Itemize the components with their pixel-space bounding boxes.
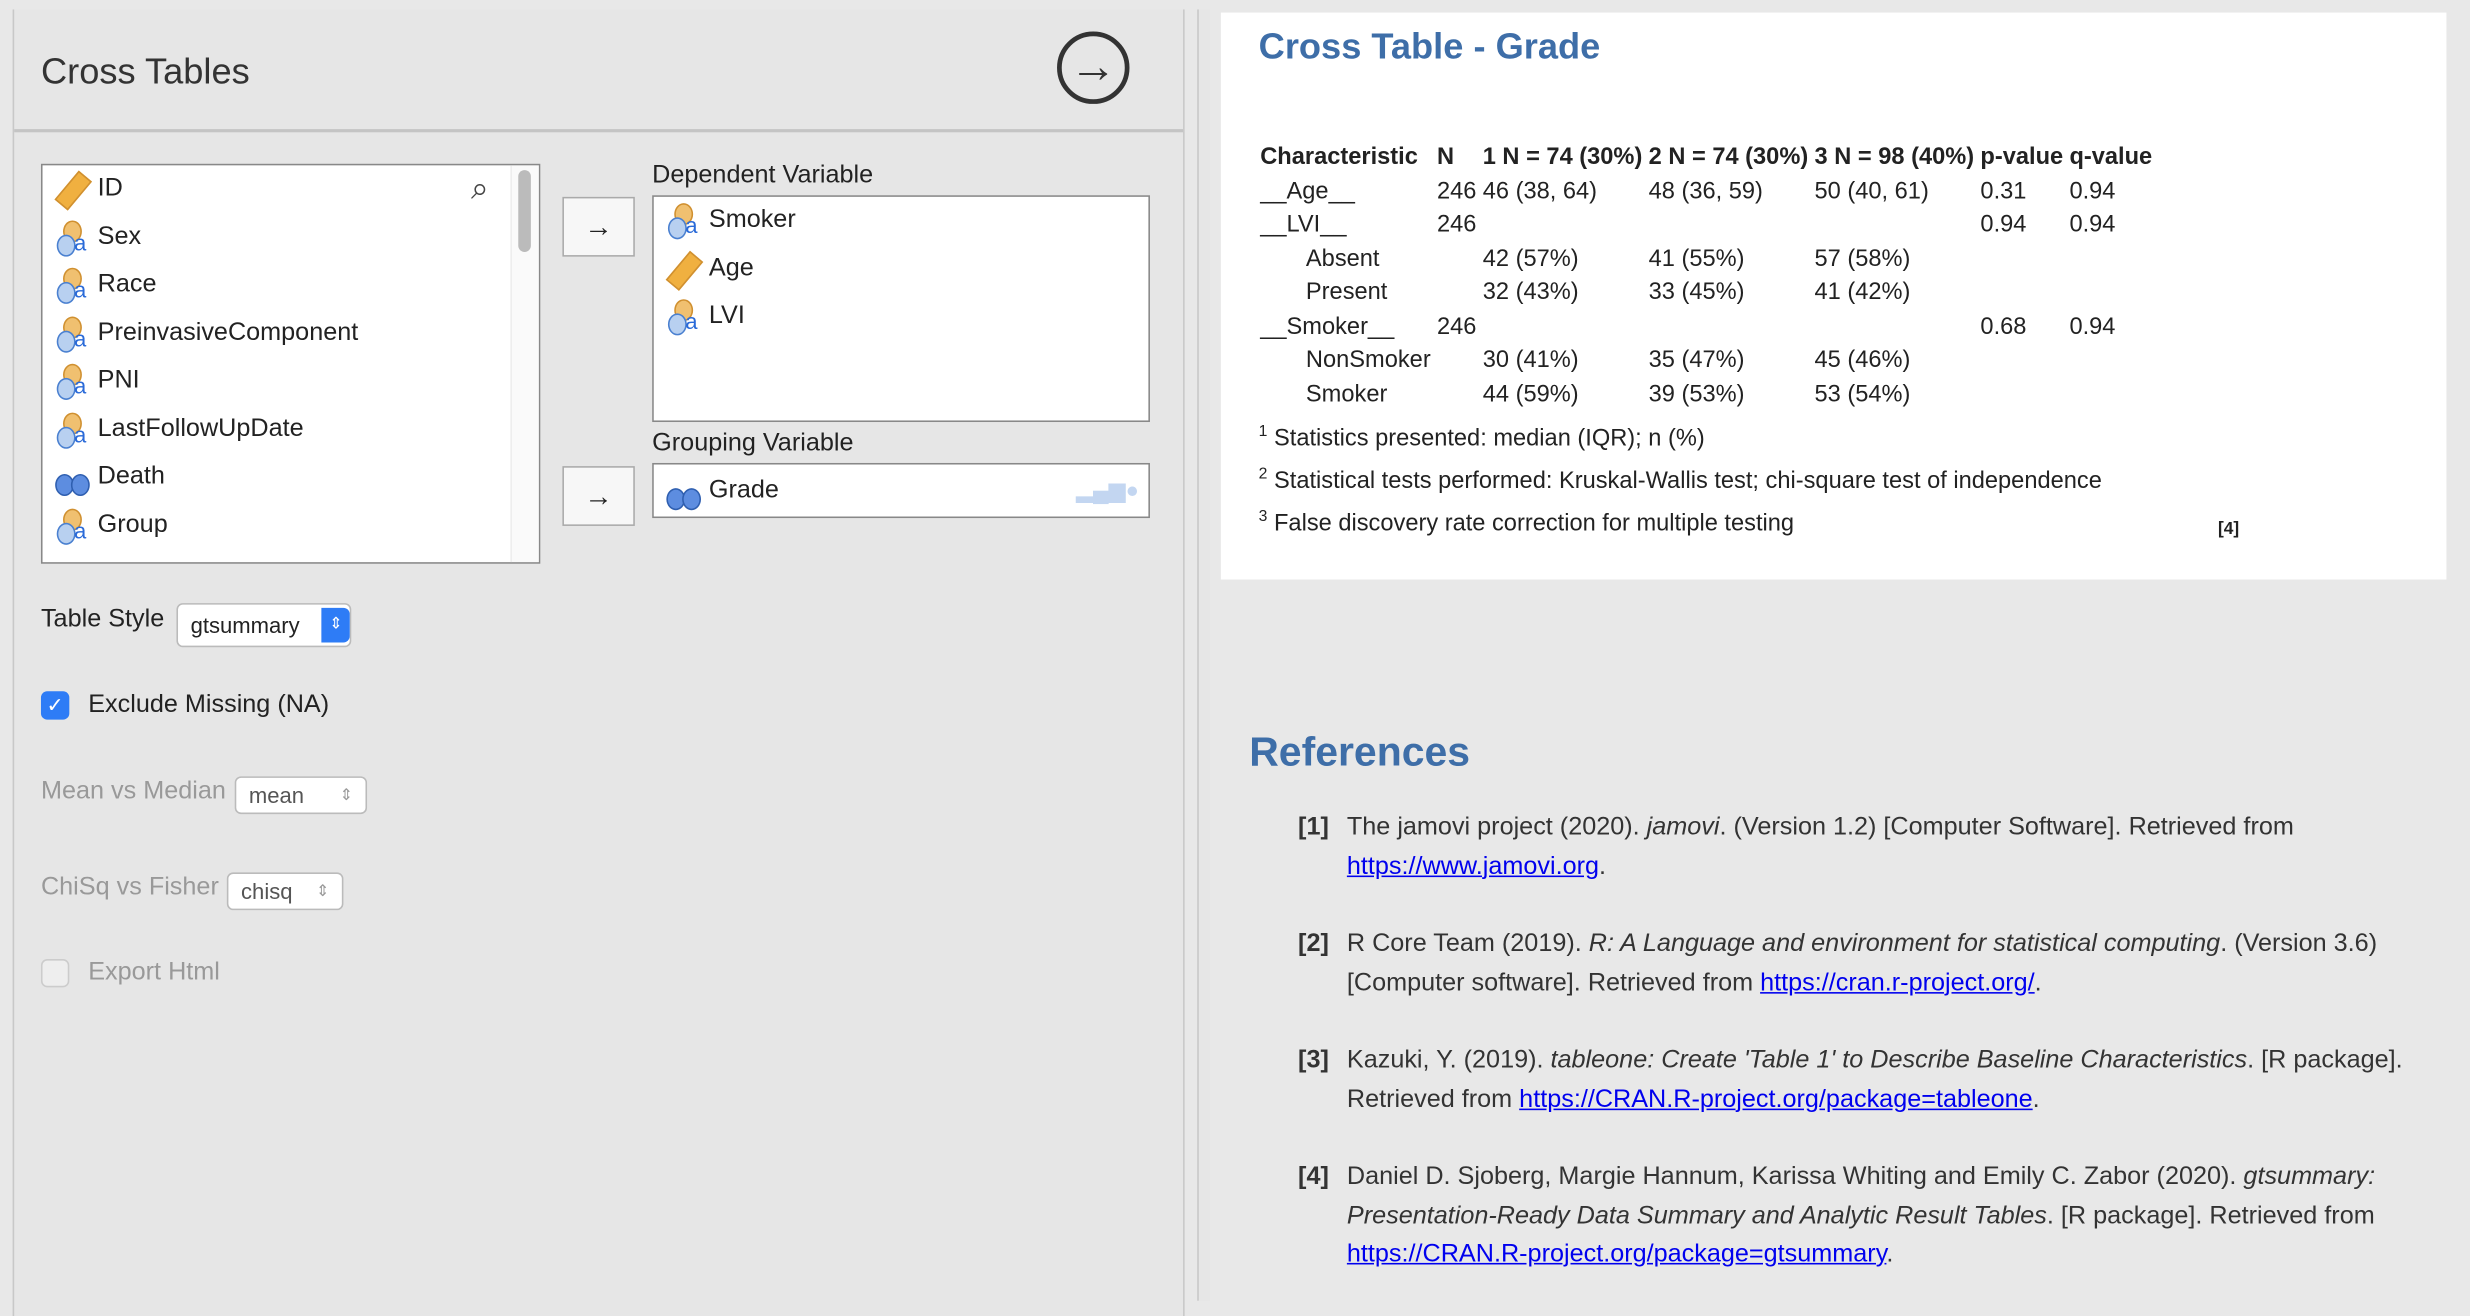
table-cell: Smoker <box>1305 380 1388 408</box>
table-cell: 35 (47%) <box>1648 346 1745 374</box>
exclude-missing-label: Exclude Missing (NA) <box>88 691 330 719</box>
references-title: References <box>1249 727 1471 775</box>
table-cell <box>1815 208 1981 242</box>
variable-name: Race <box>97 271 157 299</box>
reference-text: The jamovi project (2020). <box>1346 814 1647 841</box>
variable-item[interactable] <box>654 293 1149 341</box>
results-title: Cross Table - Grade <box>1258 25 1601 67</box>
table-cell: Present <box>1305 279 1388 306</box>
reference-number: [4] <box>1298 1163 1329 1191</box>
reference-title: gtsummary: Presentation-Ready Data Summary and Analytic Result Tables <box>1346 1163 2376 1230</box>
variable-name: Smoker <box>708 206 796 234</box>
footnote <box>1259 457 2102 500</box>
reference-text: . (Version 3.6) [Computer software]. Retrieved from <box>1346 930 2378 996</box>
table-cell: 41 (42%) <box>1814 279 1911 306</box>
variable-item[interactable] <box>43 261 539 309</box>
search-icon[interactable]: ⌕ <box>471 171 489 207</box>
reference-link[interactable]: https://CRAN.R-project.org/package=gtsummary <box>1346 1240 1887 1268</box>
options-panel <box>13 9 1185 1316</box>
table-cell <box>2069 242 2158 276</box>
variable-name: Death <box>97 463 165 491</box>
table-cell <box>1980 276 2069 310</box>
variable-name: Group <box>97 511 168 539</box>
reference-text: Daniel D. Sjoberg, Margie Hannum, Karissa Whiting and Emily C. Zabor (2020). <box>1346 1163 2244 1191</box>
chisq-label: ChiSq vs Fisher <box>40 873 219 901</box>
table-cell: __Age__ <box>1260 177 1355 205</box>
table-cell <box>1815 309 1981 343</box>
chevron-updown-icon: ⇕ <box>316 882 330 900</box>
table-cell: 57 (58%) <box>1814 245 1911 273</box>
nominal-icon: a <box>666 204 701 239</box>
scrollbar[interactable] <box>510 165 540 562</box>
citation-ref[interactable]: [4] <box>2218 519 2240 539</box>
ordinal-icon <box>666 473 701 508</box>
table-row <box>1260 309 2158 343</box>
nominal-icon: a <box>55 364 90 399</box>
variable-name: PNI <box>97 367 140 395</box>
table-cell: 41 (55%) <box>1648 245 1745 273</box>
move-to-grouping-button[interactable]: → <box>562 466 634 526</box>
table-row <box>1260 174 2158 208</box>
table-cell: 46 (38, 64) <box>1482 177 1598 205</box>
table-cell <box>1437 242 1483 276</box>
reference-number: [3] <box>1298 1047 1329 1074</box>
reference-title: tableone: Create 'Table 1' to Describe Baseline Characteristics <box>1550 1047 2248 1074</box>
move-to-dependent-button[interactable]: → <box>562 197 634 257</box>
column-header: 3 N = 98 (40%) <box>1814 143 1975 171</box>
reference-end: . <box>1599 852 1607 880</box>
chisq-value: chisq <box>241 878 293 904</box>
reference-title: jamovi <box>1646 814 1720 841</box>
table-cell: __Smoker__ <box>1260 312 1395 340</box>
table-row <box>1260 276 2158 310</box>
table-cell: 44 (59%) <box>1482 380 1579 408</box>
table-cell <box>1437 343 1483 377</box>
table-style-select[interactable] <box>176 603 351 647</box>
table-cell: 246 <box>1436 211 1477 239</box>
variable-list[interactable] <box>41 164 540 564</box>
run-arrow-button[interactable]: → <box>1057 31 1129 103</box>
table-cell: 50 (40, 61) <box>1814 177 1929 205</box>
column-header: Characteristic <box>1260 143 1418 171</box>
table-cell: 42 (57%) <box>1482 245 1579 273</box>
reference-text: . [R package]. Retrieved from <box>2046 1202 2375 1230</box>
ordinal-icon <box>55 460 90 495</box>
table-cell: 0.94 <box>2069 177 2116 205</box>
table-cell <box>1980 242 2069 276</box>
reference-text: R Core Team (2019). <box>1346 930 1589 958</box>
table-row <box>1260 208 2158 242</box>
export-html-label: Export Html <box>88 958 220 986</box>
footnote-number: 1 <box>1258 423 1268 441</box>
table-cell: __LVI__ <box>1260 211 1347 239</box>
footnote <box>1259 414 2102 457</box>
grouping-variable-box[interactable] <box>652 463 1150 518</box>
reference-link[interactable]: https://CRAN.R-project.org/package=tableone <box>1519 1085 2033 1113</box>
table-cell <box>1980 343 2069 377</box>
variable-name: ID <box>97 175 123 202</box>
table-cell <box>1980 377 2069 411</box>
dependent-variable-box[interactable] <box>652 195 1150 422</box>
reference-link[interactable]: https://cran.r-project.org/ <box>1760 969 2035 996</box>
grouping-label: Grouping Variable <box>652 429 854 457</box>
results-box <box>1221 13 2447 580</box>
variable-item[interactable] <box>43 405 539 453</box>
table-cell: 48 (36, 59) <box>1648 177 1763 205</box>
table-cell <box>2069 276 2158 310</box>
footnote-number: 2 <box>1258 466 1268 484</box>
table-cell: NonSmoker <box>1305 346 1431 374</box>
nominal-icon: a <box>55 412 90 447</box>
variable-name: LVI <box>708 302 745 330</box>
table-cell: 0.31 <box>1980 177 2027 205</box>
column-header: N <box>1436 143 1455 171</box>
footnote-text: Statistical tests performed: Kruskal-Wallis test; chi-square test of independence <box>1273 467 2102 495</box>
panel-title: Cross Tables <box>40 50 250 92</box>
reference-text: . [R package]. Retrieved from <box>1346 1047 2403 1113</box>
table-cell <box>2069 343 2158 377</box>
chevron-updown-icon: ⇕ <box>322 608 350 643</box>
reference-end: . <box>2034 969 2042 996</box>
variable-item[interactable] <box>43 502 539 550</box>
measure-type-icon: ▂▄▆● <box>1076 477 1139 503</box>
reference-link[interactable]: https://www.jamovi.org <box>1346 852 1600 880</box>
panel-header <box>14 9 1183 132</box>
export-html-checkbox[interactable] <box>41 959 69 987</box>
column-header: 2 N = 74 (30%) <box>1648 143 1809 171</box>
table-cell: 45 (46%) <box>1814 346 1911 374</box>
grouping-variable: Grade <box>708 476 779 504</box>
table-style-label: Table Style <box>40 606 165 634</box>
reference-text: Kazuki, Y. (2019). <box>1346 1047 1551 1074</box>
table-cell <box>1649 309 1815 343</box>
variable-item[interactable] <box>654 245 1149 293</box>
continuous-icon <box>55 172 90 207</box>
reference-item <box>1298 809 2432 886</box>
table-cell: 246 <box>1436 177 1477 205</box>
reference-text: . (Version 1.2) [Computer Software]. Retrieved from <box>1719 814 2294 841</box>
reference-number: [1] <box>1298 814 1329 841</box>
reference-number: [2] <box>1298 930 1329 958</box>
variable-item[interactable] <box>43 454 539 502</box>
table-cell: Absent <box>1305 245 1380 273</box>
table-row <box>1260 242 2158 276</box>
table-row <box>1260 377 2158 411</box>
mean-median-select[interactable] <box>235 776 367 814</box>
mean-median-label: Mean vs Median <box>40 777 226 805</box>
table-cell: 0.94 <box>1980 211 2027 239</box>
dependent-label: Dependent Variable <box>652 162 874 189</box>
reference-title: R: A Language and environment for statistical computing <box>1588 930 2221 958</box>
footnote-number: 3 <box>1258 508 1268 526</box>
table-cell <box>2069 377 2158 411</box>
table-cell <box>1649 208 1815 242</box>
table-cell: 0.68 <box>1980 312 2027 340</box>
column-header: p-value <box>1980 143 2064 171</box>
nominal-icon: a <box>666 300 701 335</box>
reference-item <box>1298 1159 2432 1275</box>
nominal-icon: a <box>55 268 90 303</box>
variable-item[interactable] <box>654 197 1149 245</box>
table-cell: 246 <box>1436 312 1477 340</box>
table-cell: 0.94 <box>2069 312 2116 340</box>
table-cell: 33 (45%) <box>1648 279 1745 306</box>
chevron-updown-icon: ⇕ <box>339 786 353 804</box>
table-cell <box>1437 276 1483 310</box>
reference-item <box>1298 926 2432 1003</box>
footnote-text: Statistics presented: median (IQR); n (%) <box>1273 425 1705 452</box>
variable-name: LastFollowUpDate <box>97 415 304 443</box>
table-cell: 32 (43%) <box>1482 279 1579 306</box>
reference-end: . <box>2032 1085 2040 1113</box>
mean-median-value: mean <box>248 782 305 808</box>
table-cell: 0.94 <box>2069 211 2116 239</box>
table-cell <box>1483 208 1649 242</box>
footnote-text: False discovery rate correction for multiple testing <box>1273 510 1795 537</box>
column-header: q-value <box>2069 143 2153 171</box>
variable-item[interactable] <box>43 357 539 405</box>
reference-end: . <box>1886 1240 1894 1268</box>
chisq-select[interactable] <box>227 872 344 910</box>
nominal-icon: a <box>55 316 90 351</box>
table-cell: 39 (53%) <box>1648 380 1745 408</box>
exclude-missing-checkbox[interactable]: ✓ <box>41 691 69 719</box>
column-header: 1 N = 74 (30%) <box>1482 143 1643 171</box>
table-row <box>1260 343 2158 377</box>
variable-item[interactable] <box>43 309 539 357</box>
variable-name: PreinvasiveComponent <box>97 319 359 347</box>
variable-name: Sex <box>97 223 142 250</box>
nominal-icon: a <box>55 508 90 543</box>
table-cell <box>1483 309 1649 343</box>
table-cell <box>1437 377 1483 411</box>
variable-item[interactable] <box>43 213 539 261</box>
variable-item[interactable] <box>43 165 539 213</box>
table-cell: 53 (54%) <box>1814 380 1911 408</box>
table-cell: 30 (41%) <box>1482 346 1579 374</box>
variable-name: Age <box>708 254 754 282</box>
nominal-icon: a <box>55 220 90 255</box>
reference-item <box>1298 1042 2432 1119</box>
table-style-value: gtsummary <box>190 612 300 638</box>
footnote <box>1259 499 2102 542</box>
cross-table <box>1260 140 2158 411</box>
panel-divider[interactable] <box>1197 9 1210 1300</box>
continuous-icon <box>666 252 701 287</box>
